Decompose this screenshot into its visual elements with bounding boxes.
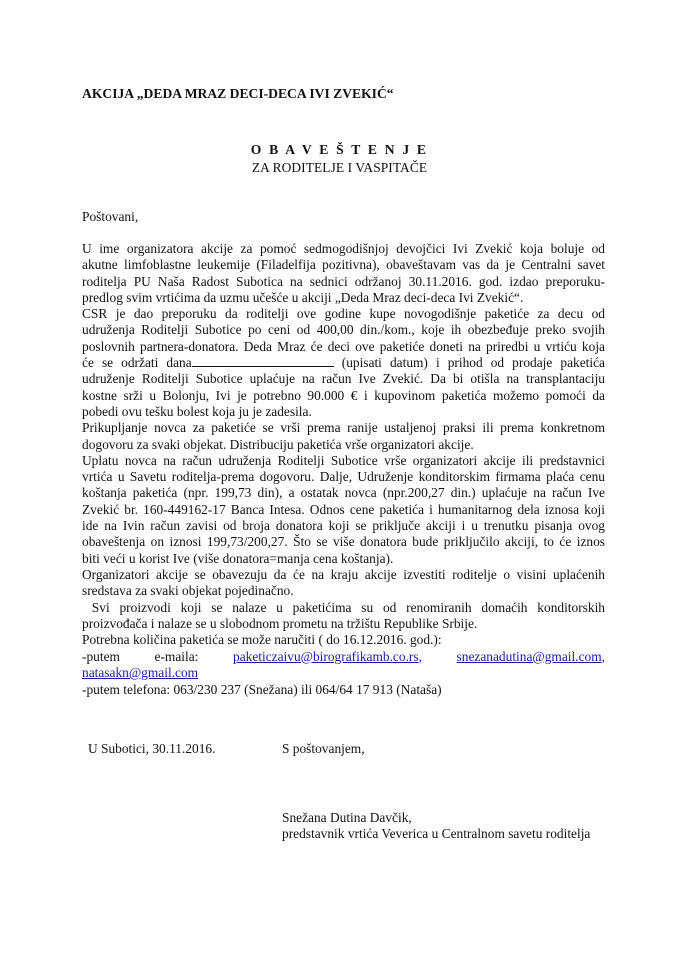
- blank-prefix: će se održati dana: [82, 355, 192, 371]
- text-line: Zvekić br. 160-449162-17 Banca Intesa. Odnos cene paketića i humanitarnog dela iznosa koji: [82, 501, 605, 517]
- body-text: [82, 241, 605, 632]
- paragraph-5: [82, 567, 605, 600]
- notice-subheading: ZA RODITELJE I VASPITAČE: [251, 160, 428, 175]
- signature-name: Snežana Dutina Davčik,: [282, 810, 412, 825]
- date-blank-field: [192, 355, 334, 367]
- paragraph-3: [82, 420, 605, 453]
- text-line: akutne limfoblastne leukemije (Filadelfija pozitivna), obaveštavam vas da je Centralni savet: [82, 257, 605, 273]
- text-line: roditelja PU Naša Radost Subotica na sednici održanoj 30.11.2016. god. izdao preporuku-: [82, 273, 605, 289]
- email-link-snezanadutina[interactable]: snezanadutina@gmail.com,: [456, 648, 605, 664]
- document-title: AKCIJA „DEDA MRAZ DECI-DECA IVI ZVEKIĆ“: [82, 86, 394, 101]
- paragraph-4: [82, 453, 605, 567]
- email-link-paketiczaivu[interactable]: paketiczaivu@birografikamb.co.rs,: [233, 648, 422, 664]
- text-line: U ime organizatora akcije za pomoć sedmogodišnjoj devojčici Ivi Zvekić koja boluje od: [82, 241, 605, 256]
- phone-line: -putem telefona: 063/230 237 (Snežana) ili 064/64 17 913 (Nataša): [82, 681, 442, 697]
- text-line: Prikupljanje novca za paketiće se vrši prema ranije ustaljenoj praksi ili prema konkretnom: [82, 420, 605, 436]
- text-line: obaveštenja on iznosi 199,73/200,27. Što se više donatora bude priključilo akciji, to će iznos: [82, 534, 605, 550]
- paragraph-6: [82, 600, 605, 633]
- text-line: Organizatori akcije se obavezuju da će na kraju akcije izvestiti roditelje o visini uplaćenih: [82, 566, 605, 582]
- text-line: vrtića u Savetu roditelja-prema dogovoru. Dalje, Udruženje konditorskim firmama plaća cenu: [82, 469, 605, 485]
- text-line: CSR je dao preporuku da roditelji ove godine kupe novogodišnje paketiće za decu od: [82, 306, 605, 322]
- email-label: e-maila:: [154, 648, 199, 664]
- paragraph-1: [82, 241, 605, 306]
- email-row: [82, 649, 605, 666]
- order-intro: Potrebna količina paketića se može naručiti ( do 16.12.2016. god.):: [82, 632, 442, 647]
- text-line: koštanja paketića (npr. 199,73 din), a ostatak novca (npr.200,27 din.) uplaćuje na račun Ive: [82, 485, 605, 501]
- place-date: U Subotici, 30.11.2016.: [88, 741, 216, 756]
- text-line: poslovnih partnera-donatora. Deda Mraz će deci ove paketiće doneti na priredbi u vrtiću koja: [82, 338, 605, 354]
- blank-suffix: (upisati datum) i prihod od prodaje paketića: [341, 355, 605, 371]
- notice-heading: O B A V E Š T E N J E: [250, 142, 429, 157]
- text-line: Uplatu novca na račun udruženja Roditelji Subotice vrše organizatori akcije ili predstavnici: [82, 452, 605, 468]
- text-line: udruženje Roditelji Subotice uplaćuje na račun Ive Zvekić. Da bi otišla na transplantaciju: [82, 371, 605, 387]
- greeting: Poštovani,: [82, 209, 139, 224]
- text-line: udruženja Roditelji Subotice po ceni od 400,00 din./kom., koje ih obezbeđuje preko svojih: [82, 322, 605, 338]
- text-line: predlog svim vrtićima da uzmu učešće u akciji „Deda Mraz deci-deca Ivi Zvekić“.: [82, 289, 524, 305]
- text-line: ide na Ivin račun zavisi od broja donatora koji se priključe akciji i u trenutku pisanja ovog: [82, 518, 605, 534]
- text-line: biti veći u korist Ive (više donatora=manja cena koštanja).: [82, 550, 394, 566]
- closing-regards: S poštovanjem,: [282, 741, 365, 756]
- paragraph-2: [82, 306, 605, 420]
- text-line: sredstava za svaki objekat pojedinačno.: [82, 583, 294, 599]
- order-section: [82, 632, 605, 698]
- text-line: pobedi ovu tešku bolest koja ju je zadesila.: [82, 403, 312, 419]
- text-line: Svi proizvodi koji se nalaze u paketićima su od renomiranih domaćih konditorskih: [82, 599, 605, 615]
- text-line: dogovoru za svaki objekat. Distribuciju paketića vrše organizatori akcije.: [82, 436, 474, 452]
- text-line: proizvođača i nalaze se u slobodnom prometu na tržištu Republike Srbije.: [82, 615, 478, 631]
- email-row-2: [82, 665, 605, 682]
- signature-role: predstavnik vrtića Veverica u Centralnom savetu roditelja: [282, 826, 591, 841]
- email-link-natasakn[interactable]: natasakn@gmail.com: [82, 665, 199, 680]
- text-line: kostne srži u Bolonju, Ivi je potrebno 90.000 € i kupovinom paketića možemo pomoći da: [82, 387, 605, 403]
- date-blank-line: [82, 355, 605, 371]
- email-prefix: -putem: [82, 648, 120, 664]
